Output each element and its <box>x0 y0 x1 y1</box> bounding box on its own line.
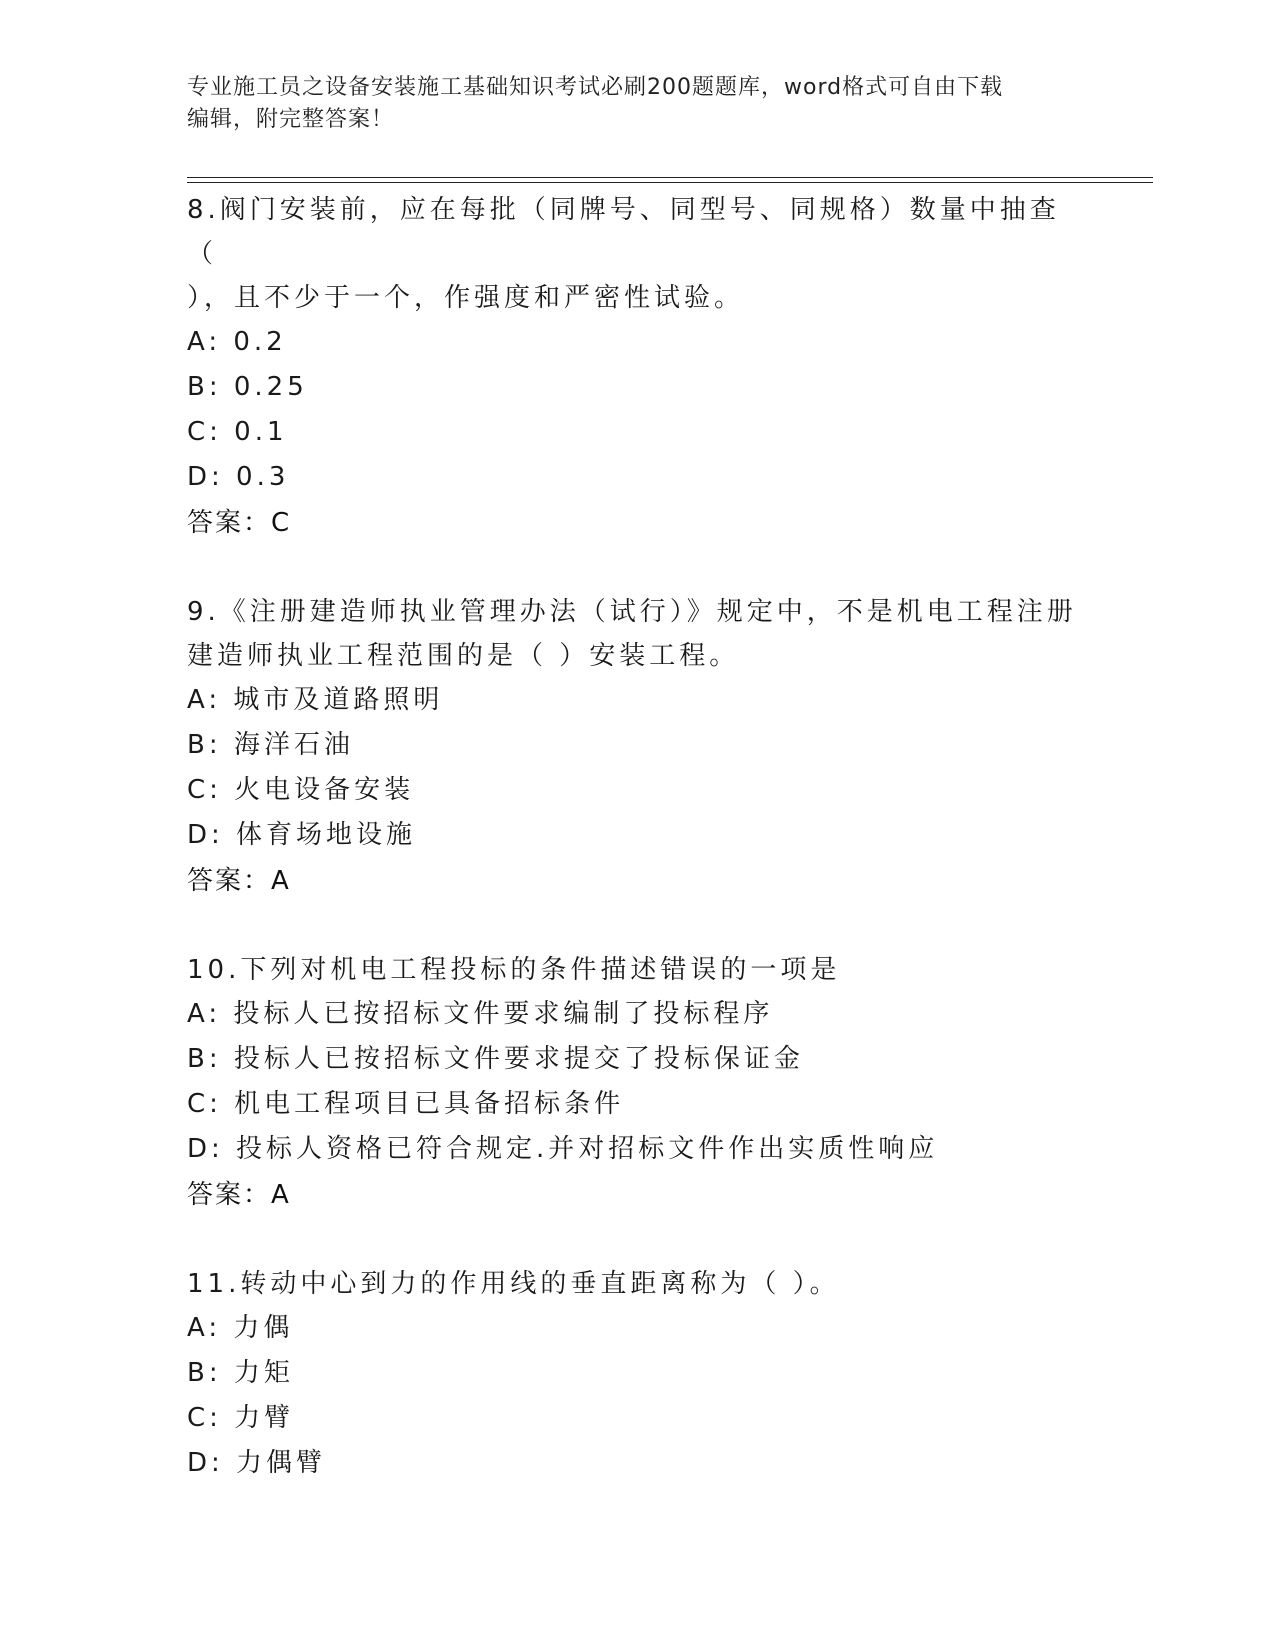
option-d: D: 体育场地设施 <box>187 820 417 850</box>
option-d: D: 投标人资格已符合规定.并对招标文件作出实质性响应 <box>187 1134 939 1164</box>
header-line-1: 专业施工员之设备安装施工基础知识考试必刷200题题库，word格式可自由下载 <box>187 75 1004 100</box>
option-b: B: 力矩 <box>187 1358 294 1388</box>
option-c: C: 火电设备安装 <box>187 775 415 805</box>
option-c: C: 机电工程项目已具备招标条件 <box>187 1089 625 1119</box>
question-text-line: 8.阀门安装前，应在每批（同牌号、同型号、同规格）数量中抽查（ <box>187 195 1060 269</box>
option-b: B: 海洋石油 <box>187 730 354 760</box>
option-a: A: 城市及道路照明 <box>187 685 444 715</box>
question-11 <box>187 1262 1087 1486</box>
answer: 答案：A <box>187 866 291 896</box>
option-b: B: 投标人已按招标文件要求提交了投标保证金 <box>187 1044 804 1074</box>
option-d: D: 0.3 <box>187 462 290 492</box>
header-line-2: 编辑，附完整答案！ <box>187 107 395 132</box>
question-text-line: 10.下列对机电工程投标的条件描述错误的一项是 <box>187 955 841 985</box>
question-9 <box>187 590 1087 904</box>
question-text-line: 建造师执业工程范围的是（ ）安装工程。 <box>187 641 740 671</box>
question-8 <box>187 188 1087 546</box>
option-a: A: 力偶 <box>187 1313 294 1343</box>
option-c: C: 力臂 <box>187 1403 295 1433</box>
option-c: C: 0.1 <box>187 417 288 447</box>
question-list <box>187 188 1087 1530</box>
answer: 答案：C <box>187 508 292 538</box>
option-b: B: 0.25 <box>187 372 308 402</box>
header-divider-bottom <box>187 182 1153 183</box>
option-a: A: 0.2 <box>187 327 287 357</box>
option-d: D: 力偶臂 <box>187 1448 327 1478</box>
document-header <box>187 72 1087 136</box>
question-10 <box>187 948 1087 1218</box>
option-a: A: 投标人已按招标文件要求编制了投标程序 <box>187 999 774 1029</box>
question-text-line: 9.《注册建造师执业管理办法（试行）》规定中，不是机电工程注册 <box>187 597 1077 627</box>
question-text-line: ），且不少于一个，作强度和严密性试验。 <box>187 283 745 313</box>
question-text-line: 11.转动中心到力的作用线的垂直距离称为（ ）。 <box>187 1269 840 1299</box>
header-divider-top <box>187 177 1153 178</box>
answer: 答案：A <box>187 1180 291 1210</box>
